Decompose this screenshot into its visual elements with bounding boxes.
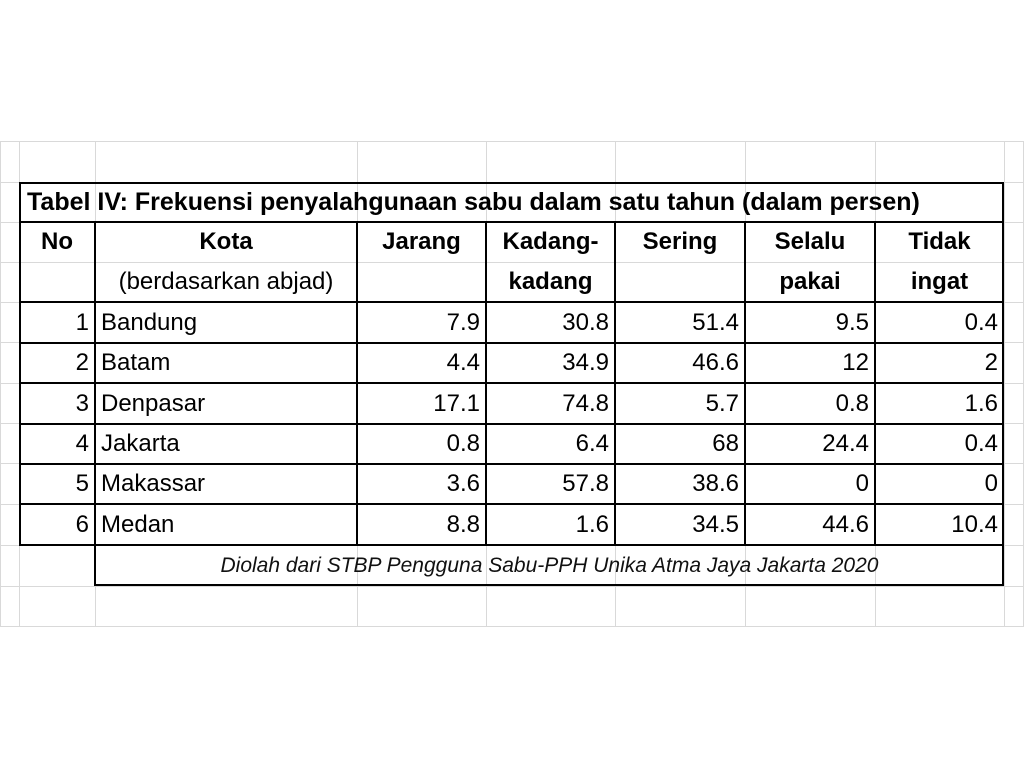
grid-column-line xyxy=(0,141,1,627)
table-cell-tidak: 1.6 xyxy=(964,389,998,417)
table-cell-selalu: 9.5 xyxy=(835,308,869,336)
grid-row-line xyxy=(0,586,1024,587)
table-cell-tidak: 2 xyxy=(984,349,998,376)
column-header-sub: kadang xyxy=(508,268,593,295)
grid-row-line xyxy=(0,141,1024,142)
table-cell-selalu: 0.8 xyxy=(835,389,869,417)
table-cell-jarang: 8.8 xyxy=(446,510,480,538)
table-cell-jarang: 4.4 xyxy=(446,349,480,376)
table-cell-kota: Jakarta xyxy=(101,430,180,457)
table-cell-jarang: 0.8 xyxy=(446,430,480,457)
table-cell-sering: 5.7 xyxy=(705,389,739,417)
column-header: Kota xyxy=(199,228,253,255)
table-cell-sering: 34.5 xyxy=(692,510,739,538)
column-header: Kadang- xyxy=(502,228,599,255)
table-cell-tidak: 10.4 xyxy=(951,510,998,538)
grid-row-line xyxy=(0,626,1024,627)
table-cell-selalu: 44.6 xyxy=(822,510,869,538)
table-cell-no: 2 xyxy=(75,349,89,376)
table-cell-kadang: 1.6 xyxy=(575,510,609,538)
table-title: Tabel IV: Frekuensi penyalahgunaan sabu dalam satu tahun (dalam persen) xyxy=(27,187,920,216)
table-cell-sering: 38.6 xyxy=(692,470,739,497)
column-header: Tidak xyxy=(908,228,971,255)
table-cell-selalu: 0 xyxy=(855,470,869,497)
table-cell-no: 3 xyxy=(75,389,89,417)
table-cell-tidak: 0.4 xyxy=(964,430,998,457)
table-cell-kadang: 6.4 xyxy=(575,430,609,457)
table-cell-sering: 68 xyxy=(712,430,739,457)
table-cell-kota: Denpasar xyxy=(101,389,206,417)
column-header: Jarang xyxy=(382,228,461,255)
table-cell-kadang: 57.8 xyxy=(562,470,609,497)
column-header-sub: (berdasarkan abjad) xyxy=(118,268,334,295)
column-header-sub: pakai xyxy=(779,268,841,295)
table-cell-kadang: 30.8 xyxy=(562,308,609,336)
table-cell-no: 6 xyxy=(75,510,89,538)
table-source-note: Diolah dari STBP Pengguna Sabu-PPH Unika Atma Jaya Jakarta 2020 xyxy=(220,554,879,577)
table-cell-jarang: 7.9 xyxy=(446,308,480,336)
column-header: Selalu xyxy=(774,228,846,255)
table-cell-no: 1 xyxy=(75,308,89,336)
table-cell-jarang: 3.6 xyxy=(446,470,480,497)
table-cell-kota: Batam xyxy=(101,349,171,376)
table-cell-kadang: 34.9 xyxy=(562,349,609,376)
table-cell-tidak: 0.4 xyxy=(964,308,998,336)
table-cell-sering: 51.4 xyxy=(692,308,739,336)
table-cell-kota: Makassar xyxy=(101,470,206,497)
table-cell-jarang: 17.1 xyxy=(433,389,480,417)
table-cell-selalu: 12 xyxy=(842,349,869,376)
table-cell-kota: Medan xyxy=(101,510,175,538)
table-cell-kota: Bandung xyxy=(101,308,198,336)
column-header-sub: ingat xyxy=(910,268,969,295)
table-cell-no: 5 xyxy=(75,470,89,497)
table-cell-no: 4 xyxy=(75,430,89,457)
grid-column-line xyxy=(1004,141,1005,627)
column-header: No xyxy=(41,228,73,255)
table-cell-tidak: 0 xyxy=(984,470,998,497)
column-header: Sering xyxy=(642,228,718,255)
table-cell-sering: 46.6 xyxy=(692,349,739,376)
table-cell-kadang: 74.8 xyxy=(562,389,609,417)
data-table xyxy=(19,182,1004,586)
table-cell-selalu: 24.4 xyxy=(822,430,869,457)
